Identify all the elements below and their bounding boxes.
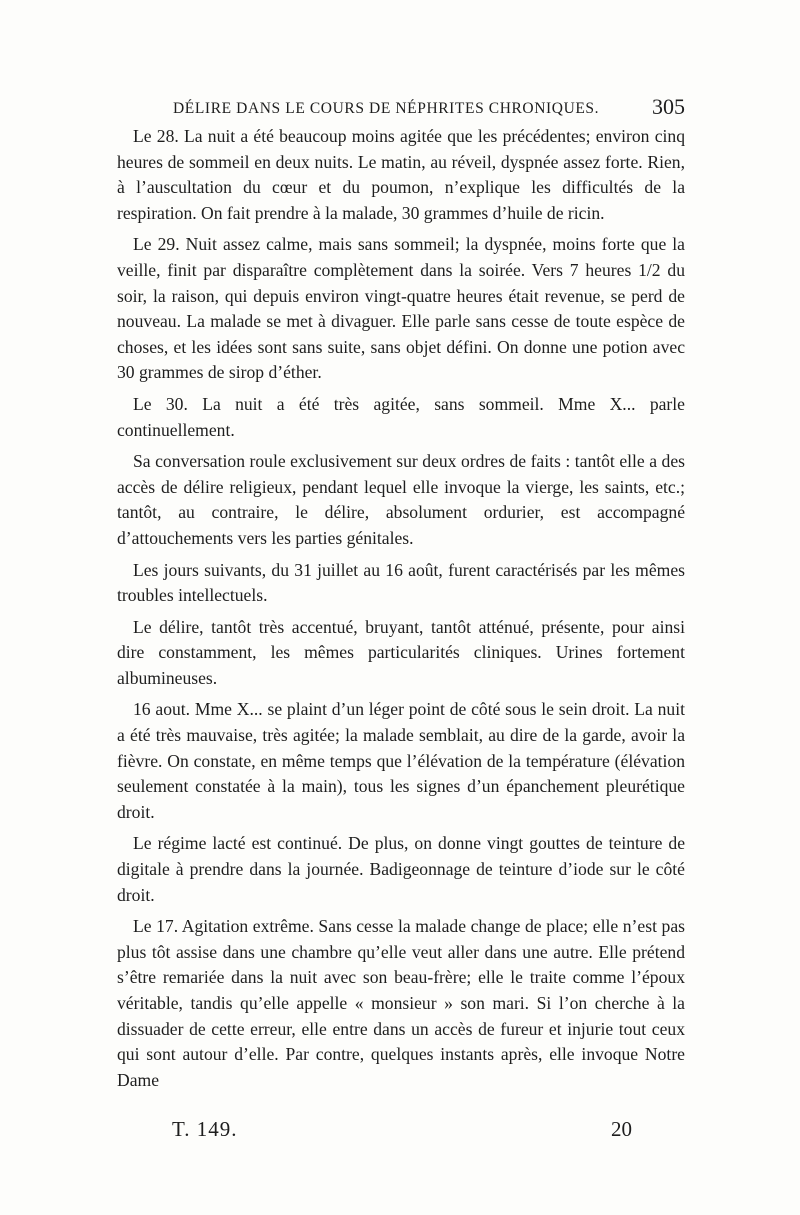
- paragraph: Le 28. La nuit a été beaucoup moins agitée que les précédentes; environ cinq heures de sommeil en deux nuits. Le matin, au réveil, dyspnée assez forte. Rien, à l’auscultation du cœur et du poumon, n’explique les difficultés de la respiration. On fait prendre à la malade, 30 grammes d’huile de ricin.: [117, 126, 685, 223]
- running-head: [117, 94, 685, 122]
- paragraph: Le délire, tantôt très accentué, bruyant, tantôt atténué, présente, pour ainsi dire constamment, les mêmes particularités cliniques. Urines fortement albumineuses.: [117, 616, 685, 688]
- paragraph: Le 30. La nuit a été très agitée, sans sommeil. Mme X... parle continuellement.: [117, 393, 685, 440]
- paragraph: Sa conversation roule exclusivement sur deux ordres de faits : tantôt elle a des accès de délire religieux, pendant lequel elle invoque la vierge, les saints, etc.; tantôt, au contraire, le délire, absolument ordurier, est accompagné d’attouchements vers les parties génitales.: [117, 451, 685, 548]
- paragraph: Le 17. Agitation extrême. Sans cesse la malade change de place; elle n’est pas plus tôt assise dans une chambre qu’elle veut aller dans une autre. Elle prétend s’être remariée dans la nuit avec son beau-frère; elle le traite comme l’époux véritable, tandis qu’elle appelle « monsieur » son mari. Si l’on cherche à la dissuader de cette erreur, elle entre dans un accès de fureur et injurie tout ceux qui sont autour d’elle. Par contre, quelques instants après, elle invoque Notre Dame: [117, 916, 685, 1090]
- paragraph: Le 29. Nuit assez calme, mais sans sommeil; la dyspnée, moins forte que la veille, finit par disparaître complètement dans la soirée. Vers 7 heures 1/2 du soir, la raison, qui depuis environ vingt-quatre heures était revenue, se perd de nouveau. La malade se met à divaguer. Elle parle sans cesse de toute espèce de choses, et les idées sont sans suite, sans objet défini. On donne une potion avec 30 grammes de sirop d’éther.: [117, 234, 685, 383]
- page-footer: [172, 1117, 632, 1147]
- body-text: [117, 124, 685, 1099]
- signature-mark: T. 149.: [172, 1117, 238, 1141]
- sheet-number: 20: [611, 1117, 632, 1141]
- paragraph: Les jours suivants, du 31 juillet au 16 août, furent caractérisés par les mêmes troubles intellectuels.: [117, 559, 685, 606]
- paragraph: 16 aout. Mme X... se plaint d’un léger point de côté sous le sein droit. La nuit a été très mauvaise, très agitée; la malade semblait, au dire de la garde, avoir la fièvre. On constate, en même temps que l’élévation de la température (élévation seulement constatée à la main), tous les signes d’un épanchement pleurétique droit.: [117, 699, 685, 822]
- page-number: 305: [652, 94, 685, 119]
- running-title: DÉLIRE DANS LE COURS DE NÉPHRITES CHRONIQUES.: [173, 100, 600, 117]
- paragraph: Le régime lacté est continué. De plus, on donne vingt gouttes de teinture de digitale à prendre dans la journée. Badigeonnage de teinture d’iode sur le côté droit.: [117, 833, 685, 905]
